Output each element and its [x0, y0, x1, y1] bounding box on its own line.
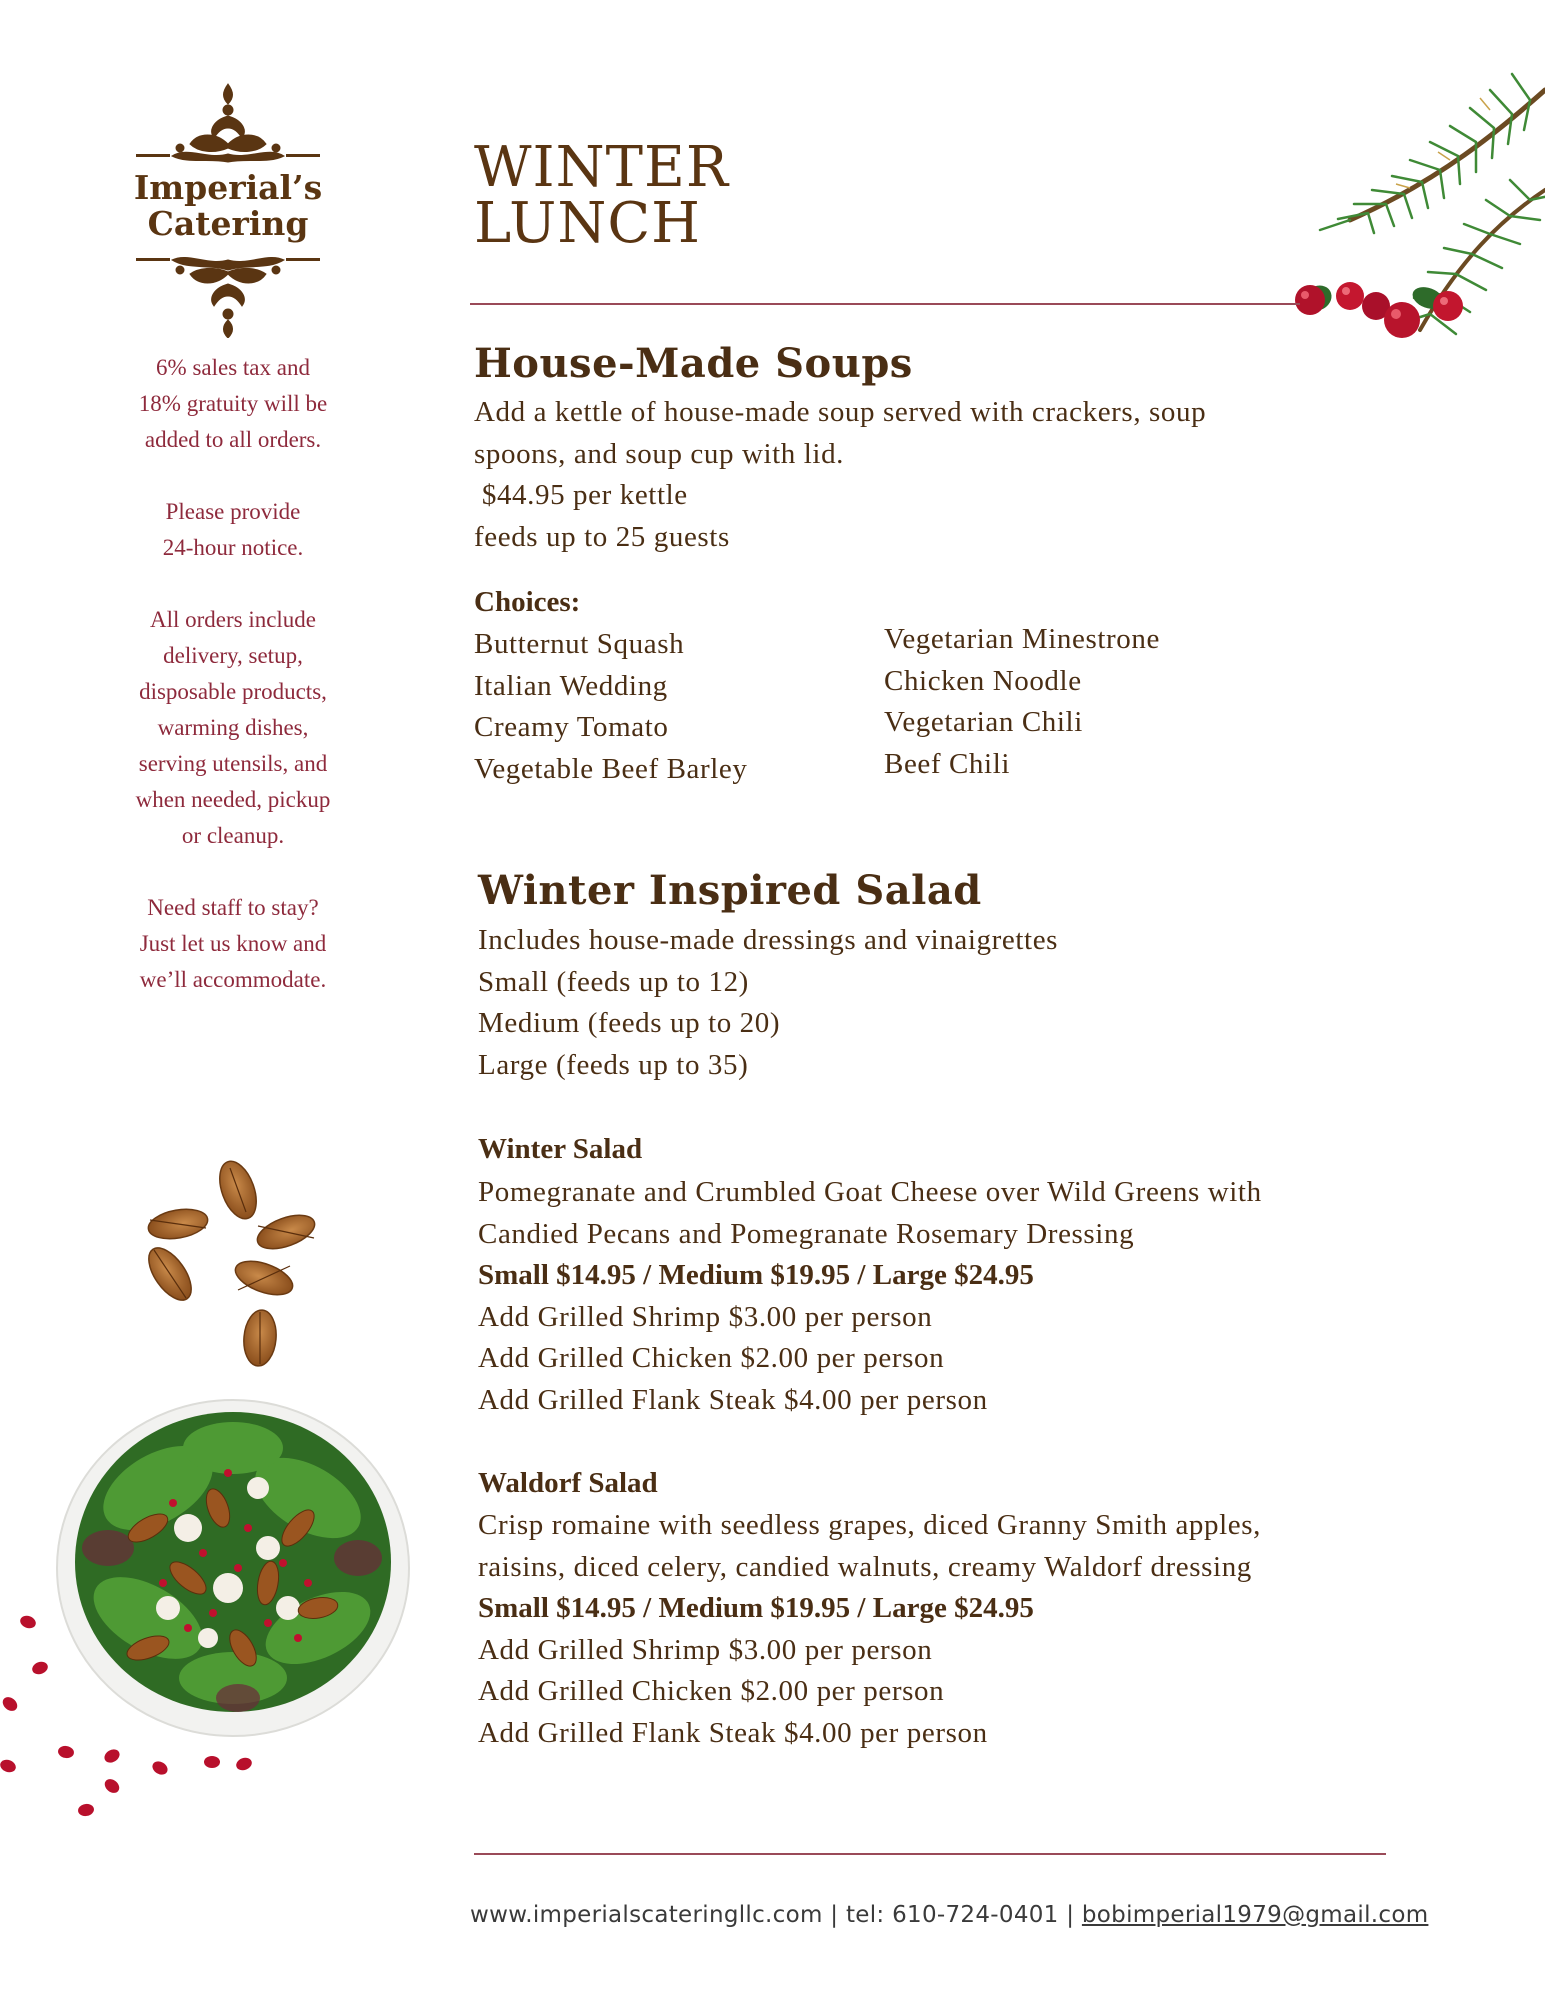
note-line: Just let us know and [139, 931, 327, 956]
salad-description [478, 920, 1058, 1086]
choices-label: Choices: [474, 586, 581, 618]
salad-size: Large (feeds up to 35) [478, 1048, 749, 1081]
soups-price: $44.95 per kettle [474, 479, 688, 511]
soup-choice: Creamy Tomato [474, 711, 669, 743]
note-line: Need staff to stay? [147, 895, 319, 920]
note-line: Please provide [165, 499, 301, 524]
title-line-1: WINTER [474, 135, 730, 200]
soup-choices-col-1 [474, 624, 747, 790]
soup-choice: Vegetarian Minestrone [884, 623, 1160, 655]
note-line: warming dishes, [157, 715, 309, 740]
note-line: serving utensils, and [138, 751, 328, 776]
notice-note [98, 494, 368, 566]
addon-item: Add Grilled Chicken $2.00 per person [478, 1675, 945, 1707]
winter-salad-desc: Candied Pecans and Pomegranate Rosemary Dressing [478, 1217, 1135, 1250]
logo-line-1: Imperial’s [133, 168, 323, 207]
soups-line: spoons, and soup cup with lid. [474, 437, 845, 470]
salad-size: Medium (feeds up to 20) [478, 1007, 781, 1039]
cranberry-icon [1295, 281, 1463, 338]
salad-line: Includes house-made dressings and vinaigrettes [478, 924, 1059, 956]
bottom-divider [474, 1853, 1386, 1855]
waldorf-salad-price: Small $14.95 / Medium $19.95 / Large $24.95 [478, 1592, 1034, 1624]
note-line: we’ll accommodate. [139, 967, 327, 992]
staff-note [98, 890, 368, 998]
website-link[interactable]: www.imperialscateringllc.com [470, 1902, 823, 1928]
logo [118, 82, 338, 338]
soup-choice: Vegetable Beef Barley [474, 752, 748, 785]
salad-size: Small (feeds up to 12) [478, 965, 749, 998]
addon-item: Add Grilled Flank Steak $4.00 per person [478, 1383, 988, 1416]
note-line: 6% sales tax and [156, 355, 310, 380]
addon-item: Add Grilled Chicken $2.00 per person [478, 1342, 945, 1374]
soup-choice: Butternut Squash [474, 628, 685, 660]
title-line-2: LUNCH [474, 191, 702, 256]
soups-description [474, 392, 1206, 558]
footer-separator: | [1058, 1902, 1082, 1928]
pomegranate-seed-icon [0, 1610, 270, 1830]
waldorf-salad-name: Waldorf Salad [478, 1467, 658, 1499]
page-title [474, 135, 730, 256]
footer-contact [470, 1902, 1428, 1928]
soup-choice: Vegetarian Chili [884, 706, 1083, 738]
soup-choice: Italian Wedding [474, 669, 668, 702]
note-line: or cleanup. [181, 823, 285, 848]
addon-item: Add Grilled Shrimp $3.00 per person [478, 1300, 933, 1333]
note-line: disposable products, [139, 679, 327, 704]
note-line: All orders include [149, 607, 317, 632]
note-line: delivery, setup, [163, 643, 303, 668]
winter-salad-price: Small $14.95 / Medium $19.95 / Large $24.95 [478, 1259, 1034, 1291]
footer-separator: | [822, 1902, 846, 1928]
pecan-icon [130, 1150, 330, 1370]
sidebar-notes [98, 350, 368, 1034]
note-line: added to all orders. [144, 427, 322, 452]
includes-note [98, 602, 368, 854]
salad-heading: Winter Inspired Salad [478, 867, 982, 914]
note-line: when needed, pickup [135, 787, 331, 812]
soup-choice: Beef Chili [884, 747, 1011, 780]
soup-choice: Chicken Noodle [884, 664, 1082, 697]
addon-item: Add Grilled Shrimp $3.00 per person [478, 1633, 933, 1666]
phone-number: tel: 610-724-0401 [845, 1902, 1059, 1928]
soups-heading: House-Made Soups [474, 340, 913, 387]
pine-branch-icon [1200, 70, 1545, 360]
addon-item: Add Grilled Flank Steak $4.00 per person [478, 1716, 988, 1749]
note-line: 18% gratuity will be [138, 391, 328, 416]
winter-salad-name: Winter Salad [478, 1133, 643, 1165]
soups-serves: feeds up to 25 guests [474, 520, 730, 553]
note-line: 24-hour notice. [162, 535, 304, 560]
waldorf-salad-desc: raisins, diced celery, candied walnuts, creamy Waldorf dressing [478, 1550, 1252, 1583]
waldorf-salad-details [478, 1505, 1261, 1754]
waldorf-salad-desc: Crisp romaine with seedless grapes, diced Granny Smith apples, [478, 1509, 1261, 1541]
tax-note [98, 350, 368, 458]
logo-line-2: Catering [147, 204, 309, 243]
winter-salad-details [478, 1172, 1262, 1421]
soups-line: Add a kettle of house-made soup served with crackers, soup [474, 396, 1207, 428]
email-link[interactable]: bobimperial1979@gmail.com [1081, 1902, 1429, 1928]
soup-choices-col-2 [884, 619, 1160, 785]
top-divider [470, 303, 1300, 305]
winter-salad-desc: Pomegranate and Crumbled Goat Cheese over Wild Greens with [478, 1176, 1262, 1208]
